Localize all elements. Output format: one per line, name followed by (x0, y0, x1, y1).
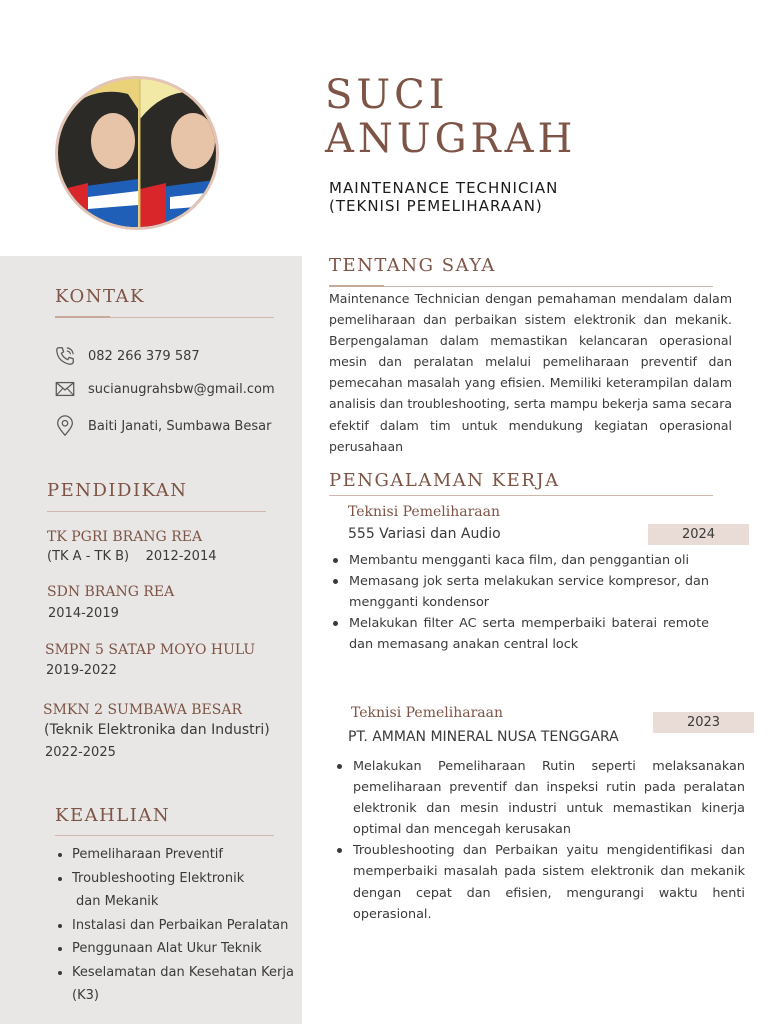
job-title-line2: (TEKNISI PEMELIHARAAN) (329, 197, 543, 215)
phone-icon (54, 345, 76, 367)
education-school-1: TK PGRI BRANG REA (47, 529, 203, 545)
job-1-role: Teknisi Pemeliharaan (348, 504, 500, 520)
contact-divider-accent (55, 316, 110, 318)
contact-section-title: KONTAK (55, 286, 145, 307)
about-divider (329, 286, 713, 287)
duty-item: Melakukan Pemeliharaan Rutin seperti melaksanakan pemeliharaan preventif dan inspeksi rutin pada peralatan elektronik dan mesin industri untuk memastikan kinerja optimal dan mencegah kerusakan (333, 756, 745, 840)
education-detail-4: (Teknik Elektronika dan Industri) (44, 722, 270, 738)
job-title-line1: MAINTENANCE TECHNICIAN (329, 179, 559, 197)
name-last: ANUGRAH (325, 116, 577, 162)
education-detail-2: 2014-2019 (48, 606, 119, 621)
skills-list (54, 843, 304, 1008)
job-2-duties (333, 756, 745, 925)
about-text: Maintenance Technician dengan pemahaman mendalam dalam pemeliharaan dan perbaikan sistem elektronik dan mekanik. Berpengalaman dalam memastikan kelancaran operasional mesin dan peralatan melalui pemeliharaan preventif dan pemecahan masalah yang efisien. Memiliki keterampilan dalam analisis dan troubleshooting, serta mampu bekerja sama secara efektif dalam tim untuk mendukung kegiatan operasional perusahaan (329, 291, 732, 454)
contact-email (54, 378, 275, 400)
education-school-4: SMKN 2 SUMBAWA BESAR (43, 702, 243, 718)
name-first: SUCI (325, 72, 449, 118)
job-2-role: Teknisi Pemeliharaan (351, 705, 503, 721)
experience-section-title: PENGALAMAN KERJA (329, 470, 560, 491)
job-2-company: PT. AMMAN MINERAL NUSA TENGGARA (348, 729, 619, 745)
skill-item-continuation: (K3) (72, 988, 99, 1003)
profile-photo-illustration (58, 79, 219, 230)
job-1-year-badge: 2024 (648, 524, 749, 545)
duty-item: Memasang jok serta melakukan service kompresor, dan mengganti kondensor (329, 571, 709, 613)
location-pin-icon (54, 415, 76, 437)
education-school-2: SDN BRANG REA (47, 584, 175, 600)
skill-item: Instalasi dan Perbaikan Peralatan (54, 914, 304, 938)
job-title (329, 179, 558, 215)
about-section-title: TENTANG SAYA (329, 255, 496, 276)
contact-address (54, 415, 271, 437)
job-1-company: 555 Variasi dan Audio (348, 526, 501, 542)
skill-item: Penggunaan Alat Ukur Teknik (54, 937, 304, 961)
skill-item: Troubleshooting Elektronik (54, 867, 304, 891)
full-name (325, 73, 576, 161)
skill-item-continuation: dan Mekanik (76, 894, 159, 909)
mail-icon (54, 378, 76, 400)
about-divider-accent (329, 285, 384, 287)
skill-item: Pemeliharaan Preventif (54, 843, 304, 867)
education-section-title: PENDIDIKAN (47, 480, 188, 501)
duty-item: Melakukan filter AC serta memperbaiki baterai remote dan memasang anakan central lock (329, 613, 709, 655)
email-address[interactable]: sucianugrahsbw@gmail.com (88, 381, 275, 397)
profile-photo (55, 76, 219, 230)
contact-phone (54, 345, 200, 367)
skills-divider (55, 835, 274, 836)
education-detail-1: (TK A - TK B) 2012-2014 (47, 549, 217, 564)
education-school-3: SMPN 5 SATAP MOYO HULU (45, 642, 256, 658)
education-detail-3: 2019-2022 (46, 663, 117, 678)
skills-section-title: KEAHLIAN (55, 805, 171, 826)
education-years-4: 2022-2025 (45, 745, 116, 760)
duty-item: Troubleshooting dan Perbaikan yaitu mengidentifikasi dan memperbaiki masalah pada sistem elektronik dan mekanik dengan cepat dan efisien, mengurangi waktu henti operasional. (333, 840, 745, 924)
duty-item: Membantu mengganti kaca film, dan penggantian oli (329, 550, 709, 571)
experience-divider (329, 495, 713, 496)
education-divider (47, 511, 266, 512)
job-1-duties (329, 550, 709, 655)
phone-number[interactable]: 082 266 379 587 (88, 348, 200, 364)
address-text: Baiti Janati, Sumbawa Besar (88, 418, 272, 434)
job-2-year-badge: 2023 (653, 712, 754, 733)
skill-item: Keselamatan dan Kesehatan Kerja (54, 961, 304, 985)
